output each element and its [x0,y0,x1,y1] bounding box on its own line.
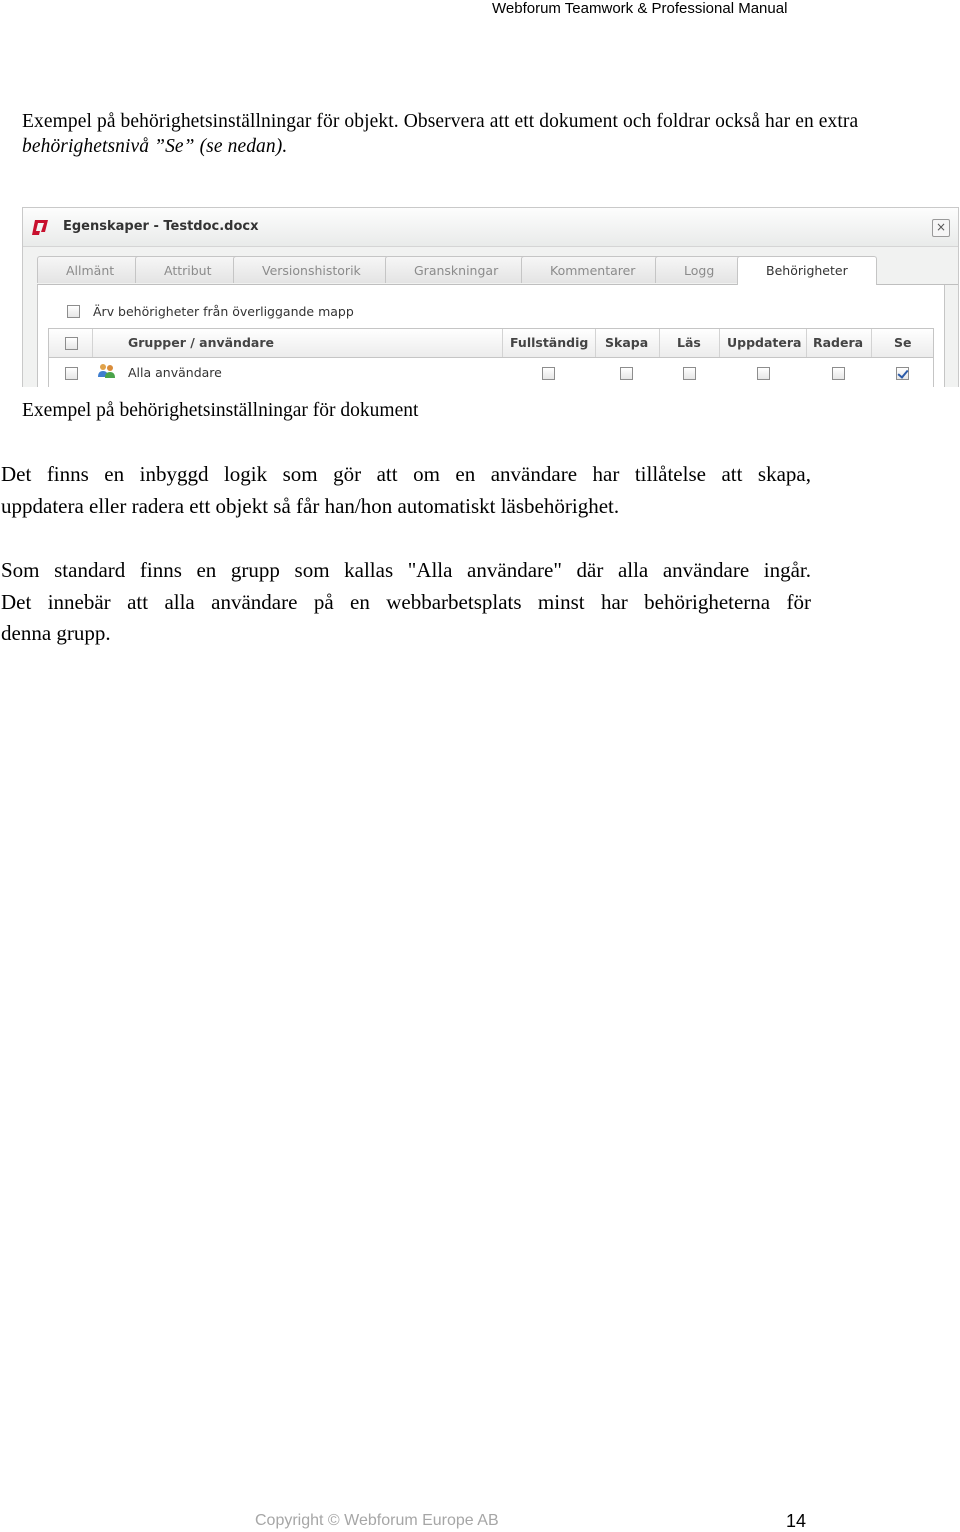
row-create-checkbox[interactable] [620,367,633,380]
tab-behorigheter[interactable]: Behörigheter [737,256,877,285]
tab-versionshistorik[interactable]: Versionshistorik [233,256,389,283]
grid-header [49,329,933,358]
tab-logg[interactable]: Logg [655,256,743,283]
column-header-update[interactable]: Uppdatera [727,335,802,350]
paragraph-1-line-2: uppdatera eller radera ett objekt så får han/hon automatiskt läsbehörighet. [1,493,620,518]
column-header-see[interactable]: Se [894,335,912,350]
tab-granskningar[interactable]: Granskningar [385,256,527,283]
column-header-create[interactable]: Skapa [605,335,649,350]
paragraph-logic [1,459,811,522]
column-header-full[interactable]: Fullständig [510,335,589,350]
intro-text [22,109,960,159]
permissions-grid [48,328,934,387]
paragraph-2-line-1: Som standard finns en grupp som kallas "Alla användare" där alla användare ingår. [1,558,811,582]
tab-attribut[interactable]: Attribut [135,256,241,283]
figure-caption: Exempel på behörighetsinställningar för dokument [22,400,419,421]
paragraph-default-group [1,555,811,650]
intro-line-1: Exempel på behörighetsinställningar för objekt. Observera att ett dokument och foldrar också har en extra [22,111,859,132]
row-read-checkbox[interactable] [683,367,696,380]
tab-kommentarer[interactable]: Kommentarer [521,256,663,283]
page-header: Webforum Teamwork & Professional Manual [492,0,788,17]
paragraph-1-line-1: Det finns en inbyggd logik som gör att om en användare har tillåtelse att skapa, [1,462,811,486]
tab-allmant[interactable]: Allmänt [37,256,143,283]
row-group-name: Alla användare [128,365,222,380]
intro-line-2: behörighetsnivå ”Se” (se nedan). [22,136,288,157]
tab-bar [37,256,959,285]
column-header-read[interactable]: Läs [677,335,701,350]
dialog-titlebar [23,208,958,247]
row-full-checkbox[interactable] [542,367,555,380]
row-update-checkbox[interactable] [757,367,770,380]
select-all-checkbox[interactable] [65,337,78,350]
users-group-icon [97,363,116,379]
column-header-name[interactable]: Grupper / användare [128,335,274,350]
page-number: 14 [786,1511,807,1531]
inherit-checkbox[interactable] [67,305,80,318]
close-icon[interactable]: × [932,219,950,237]
paragraph-2-line-2: Det innebär att alla användare på en webbarbetsplats minst har behörigheterna för [1,589,811,614]
footer-copyright: Copyright © Webforum Europe AB [255,1512,499,1529]
app-logo-icon [32,219,49,236]
dialog-title: Egenskaper - Testdoc.docx [63,219,259,234]
row-select-checkbox[interactable] [65,367,78,380]
row-see-checkbox[interactable] [896,367,909,380]
column-header-delete[interactable]: Radera [813,335,864,350]
row-delete-checkbox[interactable] [832,367,845,380]
properties-dialog-screenshot [22,207,959,387]
inherit-label: Ärv behörigheter från överliggande mapp [93,304,354,319]
paragraph-2-line-3: denna grupp. [1,621,111,645]
permissions-panel [37,285,945,387]
